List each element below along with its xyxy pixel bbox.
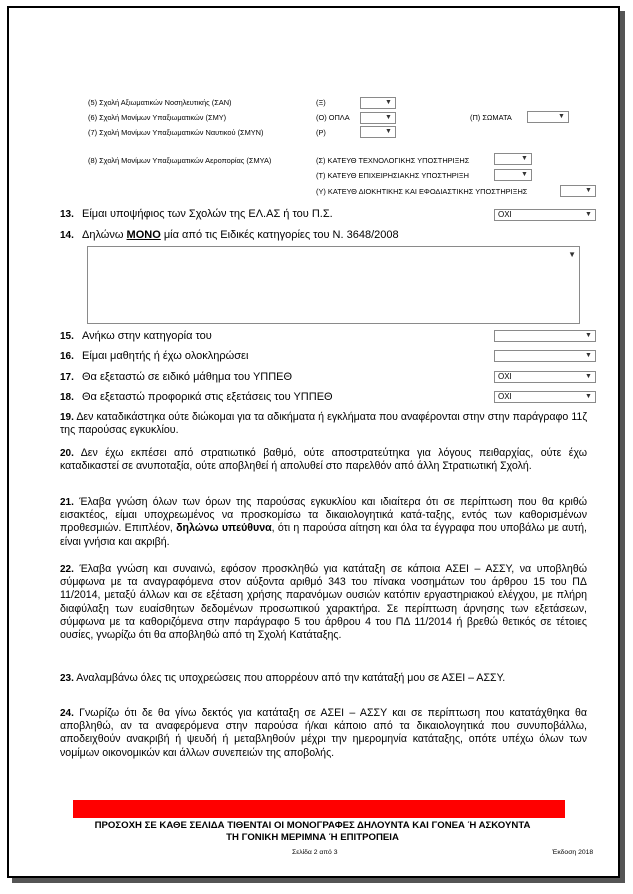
item-14-bold: ΜΟΝΟ bbox=[126, 229, 161, 241]
chevron-down-icon: ▼ bbox=[585, 373, 592, 380]
chevron-down-icon: ▼ bbox=[585, 187, 592, 194]
code-t-label: (Τ) ΚΑΤΕΥΘ ΕΠΙΧΕΙΡΗΣΙΑΚΗΣ ΥΠΟΣΤΗΡΙΞΗ bbox=[316, 171, 469, 180]
school-7-label: (7) Σχολή Μονίμων Υπαξιωματικών Ναυτικού (ΣΜΥΝ) bbox=[88, 128, 264, 137]
item-16-text: Είμαι μαθητής ή έχω ολοκληρώσει bbox=[82, 350, 249, 362]
school-5-label: (5) Σχολή Αξιωματικών Νοσηλευτικής (ΣΑΝ) bbox=[88, 98, 232, 107]
item-14 bbox=[60, 229, 399, 241]
signature-area-bar bbox=[73, 800, 565, 818]
item-13-select[interactable] bbox=[494, 209, 596, 221]
school-7-select[interactable] bbox=[360, 126, 396, 138]
code-s-label: (Σ) ΚΑΤΕΥΘ ΤΕΧΝΟΛΟΓΙΚΗΣ ΥΠΟΣΤΗΡΙΞΗΣ bbox=[316, 156, 470, 165]
paragraph-23-text: Αναλαμβάνω όλες τις υποχρεώσεις που απορρέουν από την κατάταξή μου σε ΑΣΕΙ – ΑΣΣΥ. bbox=[76, 672, 506, 684]
chevron-down-icon: ▼ bbox=[585, 393, 592, 400]
paragraph-21-post: , ότι η παρούσα αίτηση και όλα τα έγγραφα που υποβάλω με αυτή, είναι γνήσια και ακριβή. bbox=[60, 522, 587, 548]
paragraph-21-text: Έλαβα γνώση όλων των όρων της παρούσας εγκυκλίου και ιδιαίτερα ότι σε περίπτωση που θα κριθώ εισακτέος, είμαι υποχρεωμένος να προσκομίσω τα δικαιολογητικά κατά-ταξης, εντός των καθορισμένων προθεσμιών. Επιπλέον, bbox=[60, 496, 587, 535]
item-18 bbox=[60, 391, 333, 403]
item-15 bbox=[60, 330, 212, 342]
school-6-label: (6) Σχολή Μονίμων Υπαξιωματικών (ΣΜΥ) bbox=[88, 113, 227, 122]
item-13-num: 13. bbox=[60, 209, 74, 220]
school-6-select[interactable] bbox=[360, 112, 396, 124]
paragraph-22-text: Έλαβα γνώση και συναινώ, εφόσον προσκληθώ για κατάταξη σε κάποια ΑΣΕΙ – ΑΣΣΥ, να υποβληθώ σύμφωνα με τα αναγραφόμενα στον αύξοντα αριθμό 343 του πίνακα νοσημάτων του άρθρου 15 του ΠΔ 11/2014, μεταξύ άλλων και σε εξέταση χρήσης παρανόμων ουσιών κατόπιν εργαστηριακού ελέγχου, με πλήρη διαφύλαξη των ευαίσθητων δεδομένων προσωπικού χαρακτήρα. Σε περίπτωση άρνησης των εξετάσεων, σύμφωνα με τα καθοριζόμενα στην παράγραφο 5 του άρθρου 4 του ΠΔ 11/2014 ή βρεθώ θετικός σε τέτοιες ουσίες, γνωρίζω ότι θα αποβληθώ από τη Σχολή Κατάταξης. bbox=[60, 563, 587, 642]
chevron-down-icon: ▼ bbox=[585, 352, 592, 359]
item-17-select[interactable] bbox=[494, 371, 596, 383]
item-18-num: 18. bbox=[60, 392, 74, 403]
item-18-text: Θα εξεταστώ προφορικά στις εξετάσεις του ΥΠΠΕΘ bbox=[82, 391, 333, 403]
paragraph-21-bold: δηλώνω υπεύθυνα bbox=[176, 522, 272, 535]
school-5-code: (Ξ) bbox=[316, 98, 326, 107]
paragraph-20-text: Δεν έχω εκπέσει από στρατιωτικό βαθμό, ούτε αποστρατεύτηκα για λόγους πειθαρχίας, ούτε έχω καταδικαστεί σε ανυποταξία, ούτε αποβληθεί ή απολυθεί στο παρελθόν από άλλη Στρατιωτική Σχολή. bbox=[60, 447, 587, 473]
item-16-num: 16. bbox=[60, 351, 74, 362]
item-16 bbox=[60, 350, 248, 362]
paragraph-19 bbox=[60, 411, 587, 437]
item-18-value: ΟΧΙ bbox=[498, 392, 512, 401]
school-6-code: (Ο) ΟΠΛΑ bbox=[316, 113, 350, 122]
code-t-select[interactable] bbox=[494, 169, 532, 181]
item-17-value: ΟΧΙ bbox=[498, 372, 512, 381]
paragraph-21-num: 21. bbox=[60, 497, 74, 508]
item-13-text: Είμαι υποψήφιος των Σχολών της ΕΛ.ΑΣ ή του Π.Σ. bbox=[82, 208, 333, 220]
school-5-select[interactable] bbox=[360, 97, 396, 109]
paragraph-22 bbox=[60, 563, 587, 642]
code-y-label: (Υ) ΚΑΤΕΥΘ ΔΙΟΚΗΤΙΚΗΣ ΚΑΙ ΕΦΟΔΙΑΣΤΙΚΗΣ ΥΠΟΣΤΗΡΙΞΗΣ bbox=[316, 187, 528, 196]
chevron-down-icon: ▼ bbox=[585, 332, 592, 339]
item-15-text: Ανήκω στην κατηγορία του bbox=[82, 330, 212, 342]
code-y-select[interactable] bbox=[560, 185, 596, 197]
item-17-num: 17. bbox=[60, 372, 74, 383]
item-14-num: 14. bbox=[60, 230, 74, 241]
chevron-down-icon: ▼ bbox=[385, 99, 392, 106]
warning-line-2: ΤΗ ΓΟΝΙΚΗ ΜΕΡΙΜΝΑ Ή ΕΠΙΤΡΟΠΕΙΑ bbox=[226, 832, 399, 843]
item-16-select[interactable] bbox=[494, 350, 596, 362]
chevron-down-icon: ▼ bbox=[385, 114, 392, 121]
item-17 bbox=[60, 371, 292, 383]
paragraph-20-num: 20. bbox=[60, 448, 74, 459]
school-7-code: (Ρ) bbox=[316, 128, 326, 137]
paragraph-23-num: 23. bbox=[60, 673, 74, 684]
special-category-field[interactable] bbox=[87, 246, 580, 324]
paragraph-24-num: 24. bbox=[60, 708, 74, 719]
paragraph-23 bbox=[60, 672, 587, 685]
chevron-down-icon: ▼ bbox=[385, 128, 392, 135]
chevron-down-icon: ▼ bbox=[558, 113, 565, 120]
school-8-label: (8) Σχολή Μονίμων Υπαξιωματικών Αεροπορίας (ΣΜΥΑ) bbox=[88, 156, 272, 165]
chevron-down-icon: ▼ bbox=[521, 171, 528, 178]
item-13 bbox=[60, 208, 333, 220]
corps-label: (Π) ΣΩΜΑΤΑ bbox=[470, 113, 512, 122]
chevron-down-icon: ▼ bbox=[521, 155, 528, 162]
item-17-text: Θα εξεταστώ σε ειδικό μάθημα του ΥΠΠΕΘ bbox=[82, 371, 293, 383]
paragraph-20 bbox=[60, 447, 587, 473]
paragraph-21 bbox=[60, 496, 587, 549]
chevron-down-icon: ▼ bbox=[585, 211, 592, 218]
page-number: Σελίδα 2 από 3 bbox=[292, 849, 338, 856]
paragraph-22-num: 22. bbox=[60, 564, 74, 575]
code-s-select[interactable] bbox=[494, 153, 532, 165]
item-14-post: μία από τις Ειδικές κατηγορίες του Ν. 3648/2008 bbox=[160, 229, 399, 241]
paragraph-19-num: 19. bbox=[60, 412, 74, 423]
item-18-select[interactable] bbox=[494, 391, 596, 403]
chevron-down-icon: ▼ bbox=[568, 250, 576, 259]
paragraph-24-text: Γνωρίζω ότι δε θα γίνω δεκτός για κατάταξη σε ΑΣΕΙ – ΑΣΣΥ και σε περίπτωση που κατατάχθηκα θα αποβληθώ, αν τα αναφερόμενα στην παρούσα ή/και κάποιο από τα δικαιολογητικά που συνυποβάλλω, αποδειχθούν ανακριβή ή ψευδή ή μεταβληθούν μέχρι την ημερομηνία κατάταξης, οπότε υπέχω όλων των νομίμων οικονομικών και άλλων συνεπειών της αποβολής. bbox=[60, 707, 587, 759]
warning-line-1: ΠΡΟΣΟΧΗ ΣΕ ΚΑΘΕ ΣΕΛΙΔΑ ΤΙΘΕΝΤΑΙ ΟΙ ΜΟΝΟΓΡΑΦΕΣ ΔΗΛΟΥΝΤΑ ΚΑΙ ΓΟΝΕΑ Ή ΑΣΚΟΥΝΤΑ bbox=[94, 820, 531, 831]
corps-select[interactable] bbox=[527, 111, 569, 123]
item-15-num: 15. bbox=[60, 331, 74, 342]
paragraph-19-text: Δεν καταδικάστηκα ούτε διώκομαι για τα αδικήματα ή εγκλήματα που αναφέρονται στην στην παράγραφο 11ζ της παρούσας εγκυκλίου. bbox=[60, 411, 587, 437]
edition-label: Έκδοση 2018 bbox=[552, 849, 594, 856]
item-14-pre: Δηλώνω bbox=[82, 229, 127, 241]
item-13-value: ΟΧΙ bbox=[498, 210, 512, 219]
paragraph-24 bbox=[60, 707, 587, 760]
item-15-select[interactable] bbox=[494, 330, 596, 342]
